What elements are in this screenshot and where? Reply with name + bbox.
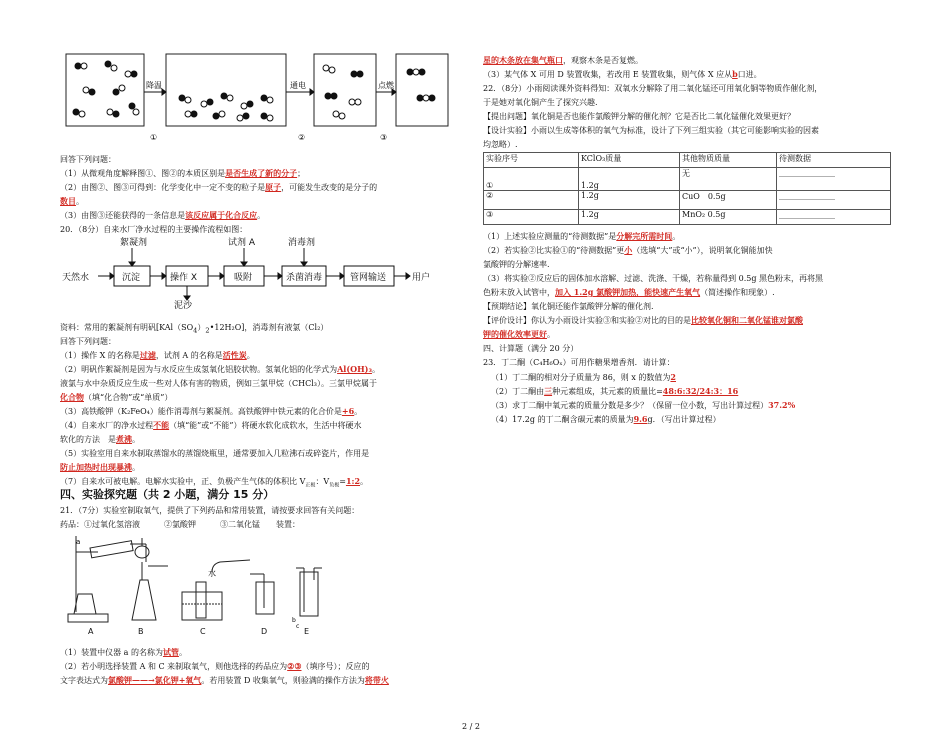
cell-data: ______________ [777,168,891,191]
cell-other: MnO₂ 0.5g [680,210,777,225]
cell-other: CuO 0.5g [680,191,777,210]
panel-num-3: ③ [380,133,388,142]
cell-id: ③ [484,210,579,225]
flow-user: 用户 [412,273,431,283]
molecules-panel-2 [179,93,273,121]
q21-1: （1）装置中仪器 a 的名称为试管。 [60,647,187,657]
q22-1: （1）上述实验应测量的“待测数据”是分解完所需时间。 [483,231,681,241]
process-arrows [144,89,396,95]
apparatus-d [250,574,274,614]
q20-3: （3）高铁酸钾（K₂FeO₄）能作消毒剂与絮凝剂。高铁酸钾中铁元素的化合价是+6。 [60,406,363,416]
q23-2: （2）丁二酮由三种元素组成，其元素的质量比=48:6:32/24:3：16 [491,386,739,396]
q21-drugs: 药品：①过氧化氢溶液 ②氯酸钾 ③二氧化锰 装置： [60,520,300,529]
q22-design2: 均忽略）. [483,140,518,149]
molecules-panel-4 [407,69,435,101]
q23-1: （1）丁二酮的相对分子质量为 86，则 x 的数值为2 [491,372,676,382]
q22-question: 【提出问题】氧化铜是否也能作氯酸钾分解的催化剂？它是否比二氧化锰催化效果更好？ [483,112,795,121]
label-c-small: c [296,623,300,630]
q20-2b: 液氯与水中杂质反应生成一些对人体有害的物质，例如三氯甲烷（CHCl₃）。三氯甲烷属于 [60,379,377,388]
q20-intro: 回答下列问题： [60,337,116,346]
table-header: 实验序号 [484,153,579,168]
flow-adsorb: 吸附 [234,273,253,283]
apparatus-c [182,560,250,620]
q22-3: （3）将实验②反应后的固体加水溶解、过滤、洗涤、干燥，若称量得到 0.5g 黑色粉末，再将黑 [483,274,824,283]
flow-flocculant: 絮凝剂 [120,238,148,248]
q20-title: 20．（8分）自来水厂净水过程的主要操作流程如图： [60,225,248,234]
cell-id: ② [484,191,579,210]
q21-2: （2）若小明选择装置 A 和 C 来制取氧气，则他选择的药品应为②③（填序号）；反应的 [60,661,370,671]
panel-4-box [396,54,448,126]
q22-design: 【设计实验】小雨以生成等体积的氧气为标准，设计了下列三组实验（其它可能影响实验的因素 [483,126,819,135]
molecules-panel-3 [323,65,363,119]
cell-data: ______________ [777,191,891,210]
q20-info: 资料：常用的絮凝剂有明矾$[KAl(SO_4)_2•12H_2O]$，消毒剂有液氯（Cl₂） [60,323,329,335]
q20-4: （4）自来水厂的净水过程不能（填“能”或“不能”）将硬水软化成软水，生活中将硬水 [60,420,362,430]
flow-source: 天然水 [62,273,90,283]
apparatus-e [296,568,322,616]
label-a: a [76,538,81,546]
q19-2: （2）由图②、图③可得到：化学变化中一定不变的粒子是原子，可能发生改变的是分子的 [60,182,378,192]
q19-2b: 数目。 [60,196,84,206]
q22-conclusion: 【预期结论】氧化铜还能作氯酸钾分解的催化剂. [483,302,654,311]
apparatus-b [132,538,168,620]
label-B: B [138,627,144,636]
q21-3: （3）某气体 X 可用 D 装置收集，若改用 E 装置收集，则气体 X 应从b口进。 [483,69,762,79]
q20-2: （2）明矾作絮凝剂是因为与水反应生成氢氧化铝胶状物。氢氧化铝的化学式为Al(OH)₃。 [60,364,380,374]
label-water: 水 [208,569,216,578]
q20-7: （7）自来水可被电解。电解水实验中，正、负极产生气体的体积比 $V_{正极}$：$V_{负极}=1:2$。 [60,476,369,489]
table-row [484,191,891,210]
q19-1: （1）从微观角度解释图①、图②的本质区别是是否生成了新的分子； [60,168,306,178]
cell-kclo3: 1.2g [579,191,680,210]
experiment-table [483,152,891,225]
q22-3b: 色粉末放入试管中，加入 1.2g 氯酸钾加热，能快速产生氧气（简述操作和现象）. [483,287,775,297]
label-D: D [261,627,268,636]
water-flow-chart [60,236,460,312]
cell-kclo3: 1.2g [579,168,680,191]
label-electric: 通电 [290,81,306,90]
q19-intro: 回答下列问题： [60,155,116,164]
label-b: b [292,617,296,624]
q23-4: （4）17.2g 的丁二酮含碳元素的质量为9.6g．（写出计算过程） [491,414,721,424]
q20-4b: 软化的方法 是煮沸。 [60,434,140,444]
flow-reagent-a: 试剂 A [228,238,256,248]
flow-settle: 沉淀 [122,273,141,283]
cell-kclo3: 1.2g [579,210,680,225]
page-number: 2 / 2 [462,722,480,731]
panel-num-2: ② [298,133,306,142]
q21-2b: 文字表达式为氯酸钾——→氯化钾+氧气。若用装置 D 收集氧气，则验满的操作方法为将带火 [60,675,389,685]
q23-3: （3）求丁二酮中氧元素的质量分数是多少？（保留一位小数，写出计算过程）37.2% [491,400,796,410]
q22-title2: 于是她对氧化铜产生了探究兴趣. [483,98,598,107]
table-header: 其他物质质量 [680,153,777,168]
cell-id: ① [484,168,579,191]
q22-title: 22．（8分）小雨阅读课外资料得知：双氧水分解除了用二氧化锰还可用氧化铜等物质作催化剂， [483,84,823,93]
q20-2c: 化合物（填“化合物”或“单质”） [60,392,173,402]
flow-sediment: 泥沙 [174,301,193,311]
apparatus-diagram [64,532,344,640]
molecules-panel-1 [73,61,139,117]
q23-title: 23．丁二酮（C₄H₆Oₓ）可用作糖果增香剂．请计算： [483,358,675,367]
label-cool: 降温 [146,81,162,90]
table-header-row [484,153,891,168]
molecule-diagram [64,52,450,144]
q22-eval: 【评价设计】你认为小雨设计实验③和实验②对比的目的是比较氧化铜和二氧化锰谁对氯酸 [483,315,803,325]
label-C: C [200,627,206,636]
flow-disinfectant: 消毒剂 [288,238,316,248]
flow-op-x: 操作 X [170,273,198,283]
q20-1: （1）操作 X 的名称是过滤，试剂 A 的名称是活性炭。 [60,350,255,360]
label-E: E [304,627,310,636]
label-ignite: 点燃 [378,81,394,90]
cell-other: 无 [680,168,777,191]
q22-2: （2）若实验②比实验①的“待测数据”更小（选填“大”或“小”），说明氧化铜能加快 [483,245,773,255]
q21-2c: 星的木条放在集气瓶口，观察木条是否复燃。 [483,55,643,65]
q20-5: （5）实验室用自来水制取蒸馏水的蒸馏烧瓶里，通常要加入几粒沸石或碎瓷片，作用是 [60,449,370,458]
q22-2b: 氯酸钾的分解速率. [483,260,550,269]
cell-data: ______________ [777,210,891,225]
table-header: 待测数据 [777,153,891,168]
flow-pipe: 管网输送 [350,273,387,283]
section-4-heading: 四、实验探究题（共 2 小题，满分 15 分） [60,488,275,501]
section-5-heading: 四、计算题（满分 20 分） [483,344,579,353]
flow-disinfect: 杀菌消毒 [286,273,323,283]
panel-num-1: ① [150,133,158,142]
q20-5b: 防止加热时出现暴沸。 [60,462,140,472]
label-A: A [88,627,94,636]
q21-title: 21．（7分）实验室制取氧气，提供了下列药品和常用装置，请按要求回答有关问题： [60,506,360,515]
q19-3: （3）由图③还能获得的一条信息是该反应属于化合反应。 [60,210,266,220]
table-row [484,168,891,191]
q22-eval2: 钾的催化效率更好。 [483,329,555,339]
table-row [484,210,891,225]
table-header: KClO₃质量 [579,153,680,168]
